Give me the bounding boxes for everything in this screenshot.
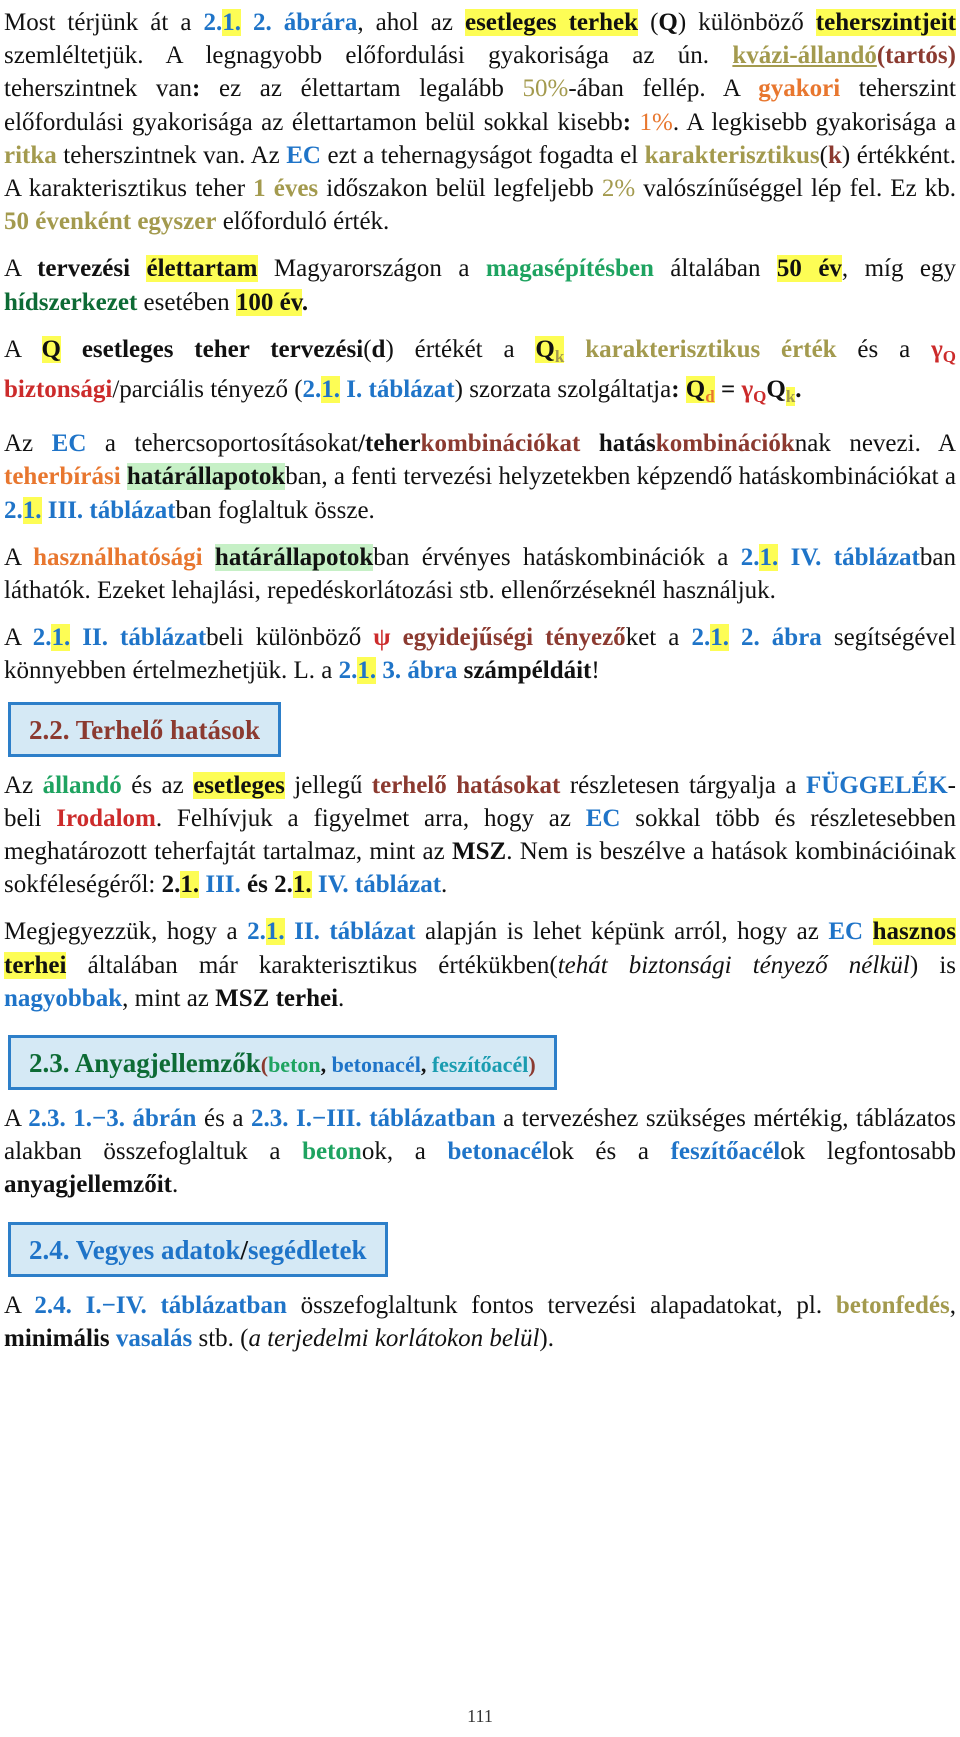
value-100-ev: 100 év [235, 288, 302, 316]
value-1-eves: 1 éves [253, 175, 319, 203]
value-1-percent: 1% [639, 108, 673, 136]
symbol-qk: $Q_k$ [766, 376, 796, 407]
term-vasalas: vasalás [115, 1324, 193, 1352]
text: részletesen tárgyalja a [560, 771, 806, 799]
symbol-d: d [371, 335, 386, 363]
term-betonacel: betonacél [331, 1052, 421, 1078]
text: teherszint előfordulási gyakorisága az élettartamon belül sokkal kisebb [4, 75, 956, 136]
paragraph-terhelo-hatasok [4, 769, 956, 902]
term-minimalis: minimális [4, 1324, 110, 1352]
text: és a [196, 1105, 251, 1133]
text: -ában fellép. A [568, 75, 759, 103]
text: ket a [625, 624, 692, 652]
ref-figure[interactable]: 2.1. 2. ábra [691, 624, 822, 652]
text: . [172, 1171, 179, 1199]
text: . [795, 376, 802, 404]
text: , [320, 1052, 332, 1078]
text: Most térjünk át a [4, 9, 204, 36]
text: A [4, 624, 33, 652]
term-elettartam: élettartam [146, 255, 258, 283]
ref-table[interactable]: 2.1. II. táblázat [247, 918, 416, 946]
term-anyagjellemzoit: anyagjellemzőit [4, 1171, 173, 1199]
term-kombinaciokat: kombinációkat [420, 430, 581, 458]
italic-note: a terjedelmi korlátokon belül [248, 1324, 540, 1352]
text [391, 624, 403, 651]
text: ban láthatók. Ezeket lehajlási, repedéskorlátozási stb. ellenőrzéseknél használjuk. [4, 543, 956, 605]
term-50-evenkent: 50 évenként egyszer [4, 208, 217, 236]
text [203, 544, 215, 571]
text [863, 918, 873, 945]
text: általában már karakterisztikus értékükben( [66, 951, 558, 979]
text: ( [260, 1052, 269, 1078]
text: ) értékként. A karakterisztikus teher [4, 141, 956, 203]
text: . [338, 984, 345, 1012]
value-50-percent: 50% [522, 75, 569, 103]
text: Megjegyezzük, hogy a [4, 918, 248, 946]
text: : [671, 376, 680, 404]
text: ) különböző [677, 9, 816, 36]
text: ) [528, 1052, 536, 1078]
text: ) szorzata szolgáltatja [454, 376, 672, 404]
text: valószínűséggel lép fel. Ez kb. [635, 175, 956, 203]
text: ) is [909, 951, 956, 979]
term-teherszintjeit: teherszintjeit [815, 9, 957, 36]
text: Az [4, 771, 43, 799]
text: , míg egy [841, 255, 956, 283]
text: stb. ( [192, 1324, 249, 1352]
term-ec: EC [51, 430, 87, 458]
text: . Nem is beszélve a hatások kombinációinak sokféleségéről: [4, 838, 956, 899]
term-msz: MSZ [452, 838, 507, 866]
heading-text: 2.3. Anyagjellemzők [29, 1048, 261, 1079]
term-terhelo-hatasok: terhelő hatásokat [371, 771, 561, 799]
text: / [240, 1234, 249, 1265]
ref-table[interactable]: 2.1. IV. táblázat [740, 543, 920, 571]
text: A [4, 543, 34, 571]
paragraph-megjegyzes [4, 915, 956, 1015]
text: és [240, 871, 275, 899]
term-hasznalhatosagi: használhatósági [33, 543, 203, 571]
term-tartos: (tartós) [876, 42, 956, 70]
page-content [4, 6, 956, 1355]
symbol-k: k [827, 141, 842, 169]
paragraph-anyagjellemzok [4, 1102, 956, 1202]
term-biztonsagi: biztonsági [4, 376, 113, 404]
text: ez az élettartam legalább [200, 75, 523, 103]
term-tervezesi: tervezési [37, 255, 131, 283]
text: Az [4, 430, 52, 458]
heading-terhelo-hatasok [8, 702, 281, 757]
text: , [949, 1291, 956, 1319]
text: : [192, 75, 201, 103]
text: és a [836, 335, 932, 363]
ref-table[interactable]: 2.1. III. [161, 871, 241, 899]
term-karakterisztikus-ertek: karakterisztikus érték [585, 335, 837, 363]
text: alapján is lehet képünk arról, hogy az [415, 918, 829, 946]
text: szemléltetjük. A legnagyobb előfordulási gyakorisága az ún. [4, 42, 733, 70]
term-esetleges-terhek: esetleges terhek [464, 9, 639, 36]
term-teher: /teher [358, 430, 421, 458]
paragraph-egyidejusegi [4, 621, 956, 687]
ref-fuggelek[interactable]: FÜGGELÉK [805, 771, 948, 799]
text: . A legkisebb gyakorisága a [672, 108, 957, 136]
heading-text: 2.2. Terhelő hatások [29, 714, 261, 745]
symbol-gamma-q: $\gamma_Q$ [741, 376, 767, 407]
heading-text: 2.4. Vegyes adatok [29, 1234, 241, 1265]
symbol-q: Q [41, 335, 61, 363]
ref-figure[interactable]: 2.1. 3. ábra [338, 657, 458, 685]
ref-table[interactable]: 2.4. I.−IV. táblázatban [34, 1291, 287, 1319]
text: esetleges teher tervezési [60, 335, 364, 363]
heading-vegyes-adatok [8, 1222, 388, 1277]
text: nak nevezi. A [794, 430, 957, 458]
ref-table[interactable]: 2.1. III. táblázat [4, 496, 176, 524]
text: sokkal több és részletesebben meghatározott teherfajtát tartalmaz, mint az [4, 804, 956, 866]
text: a tervezéshez szükséges mértékig, táblázatos alakban összefoglaltuk a [4, 1105, 956, 1166]
term-ec: EC [828, 918, 864, 946]
text: , ahol az [357, 9, 465, 36]
symbol-gamma-q: $\gamma_Q$ [931, 335, 956, 366]
text: . Felhívjuk a figyelmet arra, hogy az [155, 804, 586, 832]
text: , mint az [122, 984, 216, 1012]
text: általában [653, 255, 777, 283]
ref-table[interactable]: 2.1. IV. táblázat [274, 871, 442, 899]
paragraph-teherszintek [4, 6, 956, 238]
text: /parciális tényező ( [112, 376, 303, 404]
page-number: 111 [467, 1706, 493, 1726]
term-msz-terhei: MSZ terhei [215, 984, 339, 1012]
text [564, 336, 585, 363]
term-feszitoacel: feszítőacél [670, 1138, 781, 1166]
symbol-qk: $Q_k$ [535, 335, 565, 366]
term-karakterisztikus: karakterisztikus [644, 141, 820, 169]
value-2-percent: 2% [601, 175, 636, 203]
text [580, 430, 599, 457]
paragraph-kombinaciok [4, 427, 956, 527]
paragraph-hasznalhatosagi [4, 541, 956, 607]
ref-table[interactable]: 2.1. I. táblázat [302, 376, 455, 404]
term-magasepites: magasépítésben [485, 255, 654, 283]
term-hatas: hatás [598, 430, 656, 458]
term-ritka: ritka [4, 141, 57, 169]
text: teherszintnek van. Az [56, 141, 287, 169]
value-50-ev: 50 év [776, 255, 842, 283]
term-allando: állandó [42, 771, 122, 799]
text: . [441, 871, 448, 899]
text [121, 463, 127, 490]
term-gyakori: gyakori [758, 75, 841, 103]
term-ec: EC [585, 804, 621, 832]
term-hatarallapotok: határállapotok [126, 463, 286, 491]
text: Magyarországon a [257, 255, 486, 283]
text: A [4, 1105, 29, 1133]
term-szampeldait: számpéldáit [463, 657, 592, 685]
text: ban, a fenti tervezési helyzetekben képzendő hatáskombinációkat a [285, 463, 956, 491]
symbol-qd: $Q_d$ [685, 376, 715, 407]
term-beton: beton [302, 1138, 362, 1166]
text: ( [819, 141, 828, 169]
term-hasznos-terhei: hasznos terhei [4, 918, 957, 979]
text: ban foglaltuk össze. [175, 496, 375, 524]
term-betonfedes: betonfedés [835, 1291, 950, 1319]
term-kombinaciok: kombinációk [655, 430, 795, 458]
term-ec: EC [286, 141, 321, 169]
text: , [420, 1052, 432, 1078]
text: : [622, 108, 632, 136]
text: A [4, 335, 42, 363]
text: összefoglaltunk fontos tervezési alapadatokat, pl. [286, 1291, 836, 1319]
term-egyidejusegi-tenyezo: egyidejűségi tényező [402, 624, 626, 652]
term-hatarallapotok: határállapotok [214, 543, 374, 571]
text: és az [121, 771, 194, 799]
term-esetleges: esetleges [193, 771, 285, 799]
text: a tehercsoportosításokat [86, 430, 359, 458]
text: előforduló érték. [216, 208, 390, 236]
text: ( [363, 335, 372, 363]
paragraph-vegyes-adatok [4, 1289, 956, 1355]
text: ok, a [361, 1138, 448, 1166]
text: időszakon belül legfeljebb [318, 175, 602, 203]
text: A [4, 1291, 35, 1319]
text: ). [539, 1324, 554, 1352]
text: -beli [4, 771, 956, 832]
ref-table[interactable]: 2.1. II. táblázat [32, 624, 207, 652]
text: teherszintnek van [4, 75, 193, 103]
paragraph-elettartam [4, 252, 956, 318]
term-beton: beton [268, 1052, 321, 1078]
text [631, 109, 639, 136]
text [130, 255, 146, 282]
term-betonacel: betonacél [447, 1138, 549, 1166]
text: ) [385, 335, 394, 363]
ref-table[interactable]: 2.3. I.−III. táblázatban [250, 1105, 496, 1133]
symbol-q: Q [658, 9, 678, 36]
text: beli különböző [206, 624, 374, 652]
text: segítségével könnyebben értelmezhetjük. L. a [4, 624, 957, 685]
text: ok és a [548, 1138, 671, 1166]
text: ( [638, 9, 659, 36]
italic-note: tehát biztonsági tényező nélkül [557, 951, 910, 979]
text: ! [591, 657, 600, 685]
text: . [301, 288, 309, 316]
term-hidszerkezet: hídszerkezet [4, 288, 138, 316]
text: esetében [137, 288, 236, 316]
text: értékét a [393, 335, 536, 363]
text: ban érvényes hatáskombinációk a [373, 543, 741, 571]
text: ok legfontosabb [780, 1138, 957, 1166]
symbol-psi: ψ [373, 624, 391, 652]
ref-section-num[interactable]: 2.1. 2. ábrára [203, 9, 358, 36]
text: = [714, 376, 742, 404]
text: ezt a tehernagyságot fogadta el [320, 141, 645, 169]
ref-irodalom[interactable]: Irodalom [56, 804, 156, 832]
paragraph-tervezesi-ertek [4, 333, 956, 413]
heading-text: segédletek [248, 1234, 367, 1265]
term-nagyobbak: nagyobbak [4, 984, 123, 1012]
ref-figure[interactable]: 2.3. 1.−3. ábrán [28, 1105, 197, 1133]
text: jellegű [284, 771, 372, 799]
text: A [4, 255, 38, 283]
heading-anyagjellemzok [8, 1035, 557, 1090]
term-feszitoacel: feszítőacél [431, 1052, 529, 1078]
term-kvazi-allando: kvázi-állandó [732, 42, 877, 70]
term-teherbirasi: teherbírási [4, 463, 121, 491]
